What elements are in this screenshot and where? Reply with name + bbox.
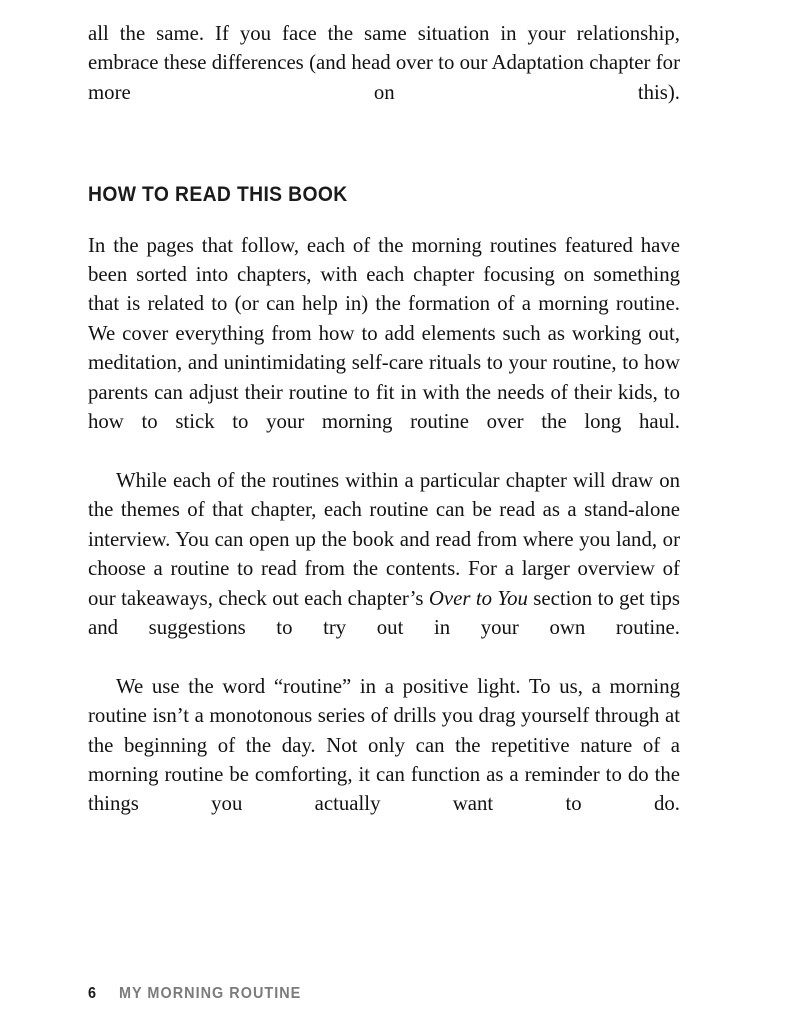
paragraph-continued-from-previous-page: all the same. If you face the same situation in your relationship, embrace these differences (and head over to our Adaptation chapter for more on this). — [88, 22, 680, 104]
text-column — [88, 0, 680, 848]
page-footer — [88, 985, 315, 1003]
paragraph-2-tail-text: section to get tips and suggestions to try out in your own routine. — [88, 586, 681, 639]
section-heading-block — [88, 183, 680, 207]
paragraph-1: In the pages that follow, each of the morning routines featured have been sorted into chapters, with each chapter focusing on something that is related to (or can help in) the formation of a morning routine. We cover everything from how to add elements such as working out, meditation, and unintimidating self-care rituals to your routine, to how parents can adjust their routine to fit in with the needs of their kids, to how to stick to your morning routine over the long haul. — [88, 233, 680, 434]
page-number: 6 — [88, 985, 97, 1002]
running-head-title: MY MORNING ROUTINE — [118, 985, 302, 1002]
paragraph-2-lead-text: While each of the routines within a particular chapter will draw on the themes of that chapter, each routine can be read as a stand-alone interview. You can open up the book and read from where you land, or choose a routine to read from the contents. For a larger overview of our takeaways, check out each chapter’s — [88, 468, 680, 610]
paragraph-2 — [88, 466, 680, 672]
paragraph-3: We use the word “routine” in a positive light. To us, a morning routine isn’t a monotonous series of drills you drag yourself through at the beginning of the day. Not only can the repetitive nature of a morning routine be comforting, it can function as a reminder to do the things you actually want to do. — [88, 674, 680, 816]
over-to-you-title: Over to You — [428, 586, 528, 610]
section-heading: HOW TO READ THIS BOOK — [88, 182, 348, 206]
